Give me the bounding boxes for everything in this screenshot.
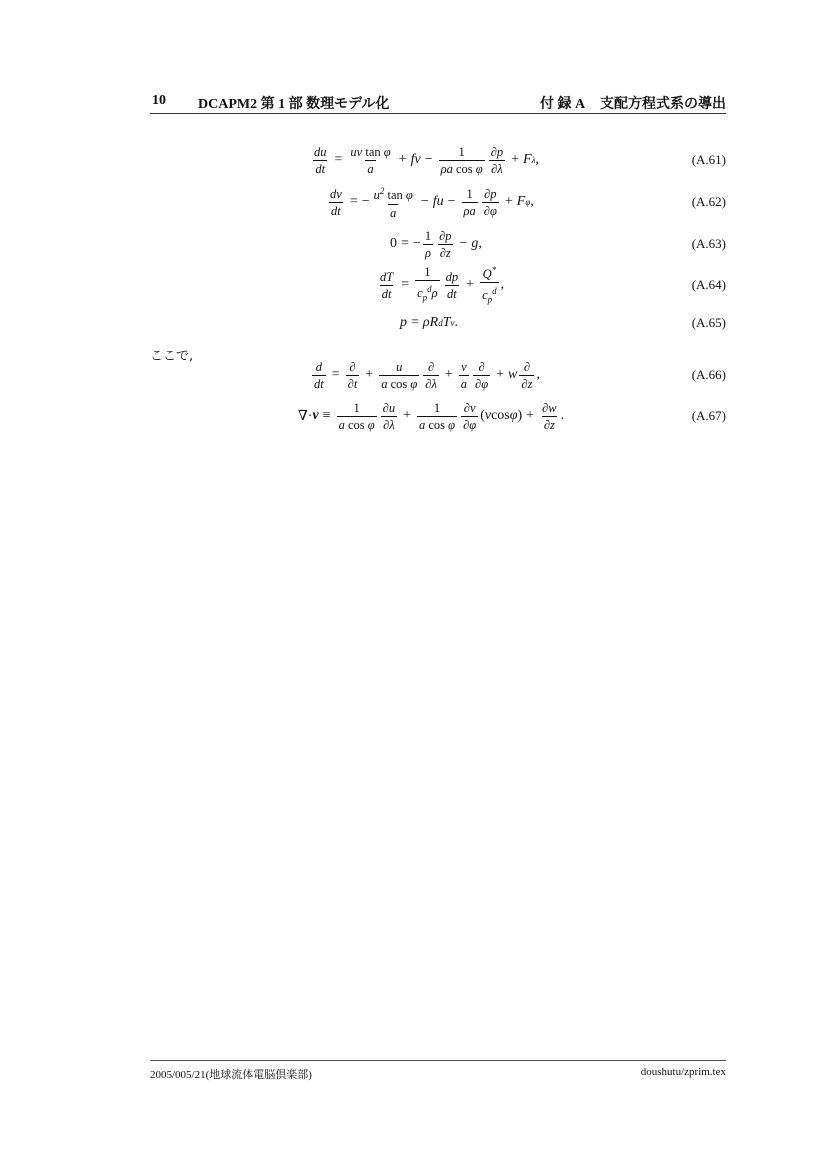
equation-number: (A.62) — [691, 194, 726, 209]
equation-a63-formula: 0 = − $\frac{1}{\rho}$ $\frac{\partial p}{\partial z}$ − g , — [390, 228, 482, 260]
equation-a64 — [150, 267, 726, 303]
equation-a65 — [150, 305, 726, 341]
equation-number: (A.67) — [691, 408, 726, 423]
page-header — [150, 93, 726, 114]
equation-number: (A.65) — [691, 315, 726, 330]
where-text: ここで, — [150, 349, 194, 364]
equation-a61-formula: $\frac{du}{dt}$ = $\frac{\text{uv tan φ}}{a}$ + fv − $\frac{1}{\text{ρa cos φ}}$ $\frac{\partial p}{\partial\lambda}$ + F λ , — [314, 144, 539, 176]
equation-a64-formula: $\frac{dT}{dt}$ = $\frac{1}{c_p^d\rho}$ $\frac{dp}{dt}$ + $\frac{Q^*}{c_p^d}$ , — [380, 265, 505, 305]
equation-number: (A.66) — [691, 367, 726, 382]
equation-a67 — [150, 398, 726, 434]
equation-number: (A.61) — [691, 152, 726, 167]
equation-a62-formula: $\frac{dv}{dt}$ = − $\frac{u^2 \tan \varphi}{a}$ − fu − $\frac{1}{\rho a}$ $\frac{\partial p}{\partial\varphi}$ + F φ , — [330, 186, 534, 220]
appendix-label: 付 録 A — [540, 97, 586, 112]
section-title: 支配方程式系の導出 — [600, 97, 726, 112]
equation-number: (A.63) — [691, 236, 726, 251]
equation-a65-formula: p = ρR d T v . — [400, 315, 458, 330]
footer-filename: doushutu/zprim.tex — [640, 1066, 726, 1078]
footer-date: 2005/005/21(地球流体電脳倶楽部) — [150, 1069, 312, 1081]
equation-a66-formula: $\frac{d}{dt}$ = $\frac{\partial}{\partial t}$ + $\frac{u}{\text{a cos φ}}$ $\frac{\partial}{\partial\lambda}$ + $\frac{v}{a}$ $\frac{\partial}{\partial\varphi}$ + w $\frac{\partial}{\partial z}$ , — [314, 359, 540, 391]
equation-a61 — [150, 142, 726, 178]
equation-a63 — [150, 226, 726, 262]
equation-a62 — [150, 184, 726, 220]
equation-a66 — [150, 357, 726, 393]
equation-a67-formula: ∇· v ≡ $\frac{1}{\text{a cos φ}}$ $\frac{\partial u}{\partial\lambda}$ + $\frac{1}{\text{a cos φ}}$ $\frac{\partial v}{\partial\varphi}$ ( v cos φ ) + $\frac{\partial w}{\partial z}$ . — [298, 400, 565, 432]
page-footer — [150, 1060, 726, 1085]
running-title: DCAPM2 第 1 部 数理モデル化 — [198, 97, 390, 112]
page-number: 10 — [152, 93, 166, 108]
equation-number: (A.64) — [691, 277, 726, 292]
